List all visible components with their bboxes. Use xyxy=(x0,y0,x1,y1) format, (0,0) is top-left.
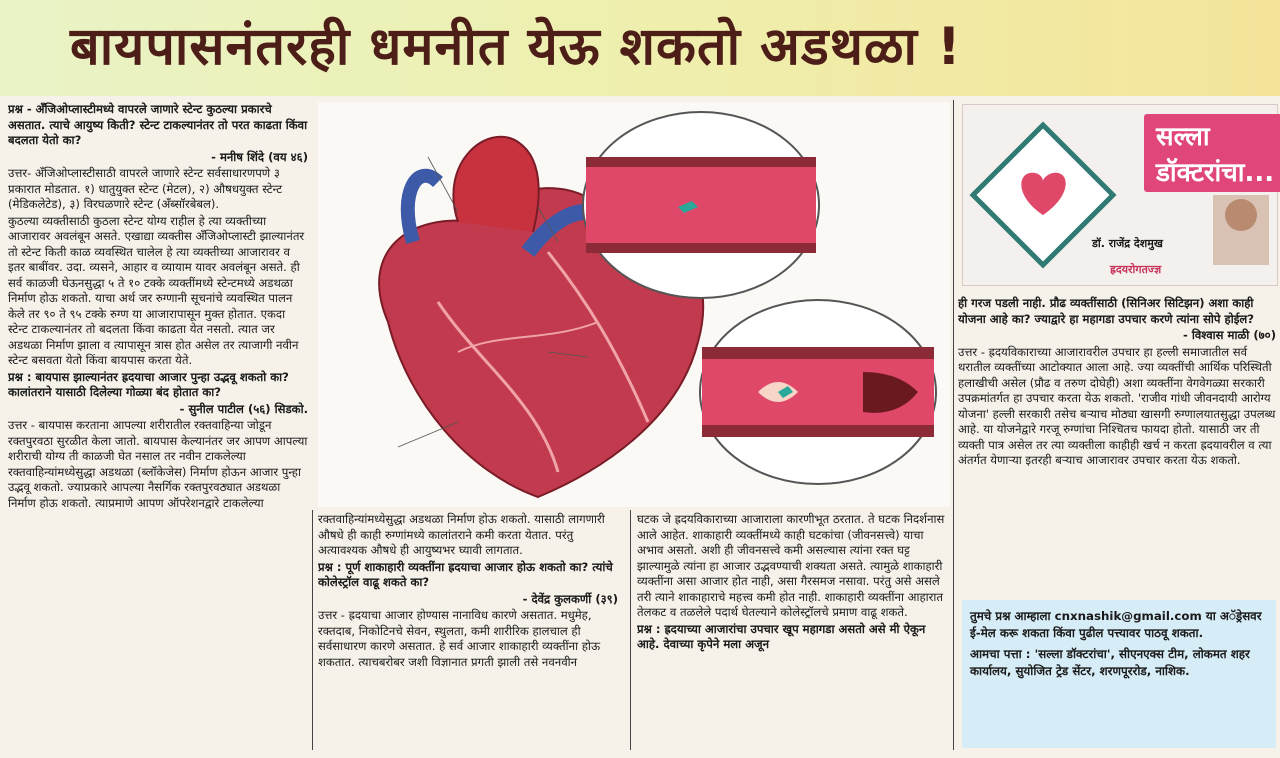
answer-3: उत्तर - ह्रदयाचा आजार होण्यास नानाविध कारणे असतात. मधुमेह, रक्तदाब, निकोटिनचे सेवन, स्थुलता, कमी शारीरिक हालचाल ही सर्वसाधारण कारणे असतात. हे सर्व आजार शाकाहारी व्यक्तींना होऊ शकतात. त्याचबरोबर जशी विज्ञानात प्रगती झाली तसे नवनवीन xyxy=(318,608,601,669)
column-divider xyxy=(312,510,313,750)
answer-4: उत्तर - ह्रदयविकाराच्या आजारावरील उपचार हा हल्ली समाजातील सर्व थरातील व्यक्तींच्या आटोक्यात आला आहे. ज्या व्यक्तींची आर्थिक परिस्थिती हलाखीची असेल (प्रौढ व तरुण दोघेही) अशा व्यक्तींना वेगवेगळ्या सरकारी उपक्रमांतर्गत हा उपचार करता येऊ शकतो. 'राजीव गांधी जीवनदायी आरोग्य योजना' हल्ली सरकारी तसेच बऱ्याच मोठ्या खासगी रुग्णालयातसुद्धा उपलब्ध आहे. या योजनेद्वारे गरजू रुग्णांचा निश्चितच फायदा होतो. यासाठी जर ती व्यक्ती पात्र असेल तर त्या व्यक्तीला काहीही खर्च न करता ह्रदयावरील व त्या अंतर्गत येणाऱ्या इतरही बऱ्याच आजारावर उपचार करता येऊ शकतो. xyxy=(958,344,1276,467)
heart-illustration xyxy=(318,102,950,507)
answer-2-continued: रक्तवाहिन्यांमध्येसुद्धा अडथळा निर्माण होऊ शकतो. यासाठी लागणारी औषधे ही काही रुग्णांमध्ये कालांतराने कमी करता येतात. परंतु अत्यावश्यक औषधे ही आयुष्यभर घ्यावी लागतात. xyxy=(318,512,605,557)
column-middle-2 xyxy=(637,512,947,748)
question-1: प्रश्न - अँजिओप्लास्टीमध्ये वापरले जाणारे स्टेन्ट कुठल्या प्रकारचे असतात. त्याचे आयुष्य किती? स्टेन्ट टाकल्यानंतर तो परत काढता किंवा बदलता येतो का? xyxy=(8,102,308,147)
doctor-name: डॉ. राजेंद्र देशमुख xyxy=(1092,237,1163,250)
question-4-author: - विश्वास माळी (७०) xyxy=(1183,328,1276,342)
column-divider xyxy=(953,100,954,750)
headline-banner xyxy=(0,0,1280,96)
contact-line-1: तुमचे प्रश्न आम्हाला cnxnashik@gmail.com या अॅड्रेसवर ई-मेल करू शकता किंवा पुढील पत्त्यावर पाठवू शकता. xyxy=(970,609,1262,640)
answer-2: उत्तर - बायपास करताना आपल्या शरीरातील रक्तवाहिन्या जोडून रक्तपुरवठा सुरळीत केला जातो. बायपास केल्यानंतर जर आपण आपल्या शरीराची योग्य ती काळजी घेत नसाल तर नवीन टाकलेल्या रक्तवाहिन्यांमध्येसुद्धा अडथळा (ब्लॉकेजेस) निर्माण होऊन आजार पुन्हा उद्भवू शकतो. ज्याप्रकारे आपल्या नैसर्गिक रक्तपुरवठ्यात अडथळा निर्माण होऊ शकतो. त्याप्रमाणे आपण ऑपरेशनद्वारे टाकलेल्या xyxy=(8,418,308,510)
headline: बायपासनंतरही धमनीत येऊ शकतो अडथळा ! xyxy=(70,17,962,77)
doctor-role: ह्रदयरोगतज्ज्ञ xyxy=(1110,263,1162,276)
column-left xyxy=(8,102,308,742)
contact-address: आमचा पत्ता : 'सल्ला डॉक्टरांचा', सीएनएक्स टीम, लोकमत शहर कार्यालय, सुयोजित ट्रेड सेंटर, शरणपूररोड, नाशिक. xyxy=(970,647,1250,678)
column-middle-1 xyxy=(318,512,618,748)
heart-figure-svg xyxy=(318,102,950,507)
question-4: प्रश्न : ह्रदयाच्या आजारांचा उपचार खूप महागडा असतो असे मी ऐकून आहे. देवाच्या कृपेने मला अजून xyxy=(637,621,926,651)
contact-box xyxy=(962,600,1276,748)
question-2-author: - सुनील पाटील (५६) सिडको. xyxy=(179,401,308,416)
answer-1-continued: कुठल्या व्यक्तीसाठी कुठला स्टेन्ट योग्य राहील हे त्या व्यक्तीच्या आजारावर अवलंबून असते. एखाद्या व्यक्तीस अँजिओप्लास्टी झाल्यानंतर तो स्टेन्ट किती काळ व्यवस्थित चालेल हे त्या व्यक्तीच्या आजारावर व इतर बाबींवर. उदा. व्यसने, आहार व व्यायाम यावर अवलंबून असते. ही सर्व काळजी घेऊनसुद्धा ५ ते १० टक्के व्यक्तींमध्ये स्टेन्टमध्ये अडथळा निर्माण होऊ शकतो. याचा अर्थ जर रुग्णानी सूचनांचे व्यवस्थित पालन केले तर ९० ते ९५ टक्के रुग्ण या आजारापासून मुक्त होतात. एकदा स्टेन्ट टाकल्यानंतर तो बदलता किंवा काढता येत नसतो. त्यात जर अडथळा निर्माण झाला व त्यापासून त्रास होत असेल तर त्याजागी नवीन स्टेन्ट बसवता येतो किंवा बायपास करता येते. xyxy=(8,213,305,367)
question-4-continued: ही गरज पडली नाही. प्रौढ व्यक्तींसाठी (सिनिअर सिटिझन) अशा काही योजना आहे का? ज्याद्वारे हा महागडा उपचार करणे त्यांना सोपे होईल? xyxy=(958,296,1254,326)
answer-1: उत्तर- अँजिओप्लास्टीसाठी वापरले जाणारे स्टेन्ट सर्वसाधारणपणे ३ प्रकारात मोडतात. १) धातुयुक्त स्टेन्ट (मेटल), २) औषधयुक्त स्टेन्ट (मेडिकलेटेड), ३) विरघळणारे स्टेन्ट (अँब्सॉरबेबल). xyxy=(8,166,283,211)
question-2: प्रश्न : बायपास झाल्यानंतर ह्रदयाचा आजार पुन्हा उद्भवू शकतो का? कालांतराने यासाठी दिलेल्या गोळ्या बंद होतात का? xyxy=(8,369,289,399)
answer-3-continued: घटक जे ह्रदयविकाराच्या आजाराला कारणीभूत ठरतात. ते घटक निदर्शनास आले आहेत. शाकाहारी व्यक्तींमध्ये काही घटकांचा (जीवनसत्त्वे) याचा अभाव असतो. अशी ही जीवनसत्त्वे कमी असल्यास त्यांना रक्त घट्ट झाल्यामुळे त्यांना हा आजार उद्भवण्याची शक्यता असते. त्यामुळे शाकाहारी व्यक्तींना असा आजार होत नाही, असा गैरसमज नसावा. परंतु असे असले तरी त्याने शाकाहाराचे महत्त्व कमी होत नाही. शाकाहारी व्यक्तींना आहारात तेलकट व तळलेले पदार्थ घेतल्याने कोलेस्ट्रॉलचे प्रमाण वाढू शकते. xyxy=(637,512,945,619)
column-divider xyxy=(630,510,631,750)
advice-title: सल्ला डॉक्टरांचा... xyxy=(1144,114,1280,192)
column-right xyxy=(958,296,1276,596)
question-1-author: - मनीष शिंदे (वय ४६) xyxy=(211,149,308,164)
question-3: प्रश्न : पूर्ण शाकाहारी व्यक्तींना ह्रदयाचा आजार होऊ शकतो का? त्यांचे कोलेस्ट्रॉल वाढू शकते का? xyxy=(318,559,613,589)
question-3-author: - देवेंद्र कुलकर्णी (३९) xyxy=(522,591,618,606)
